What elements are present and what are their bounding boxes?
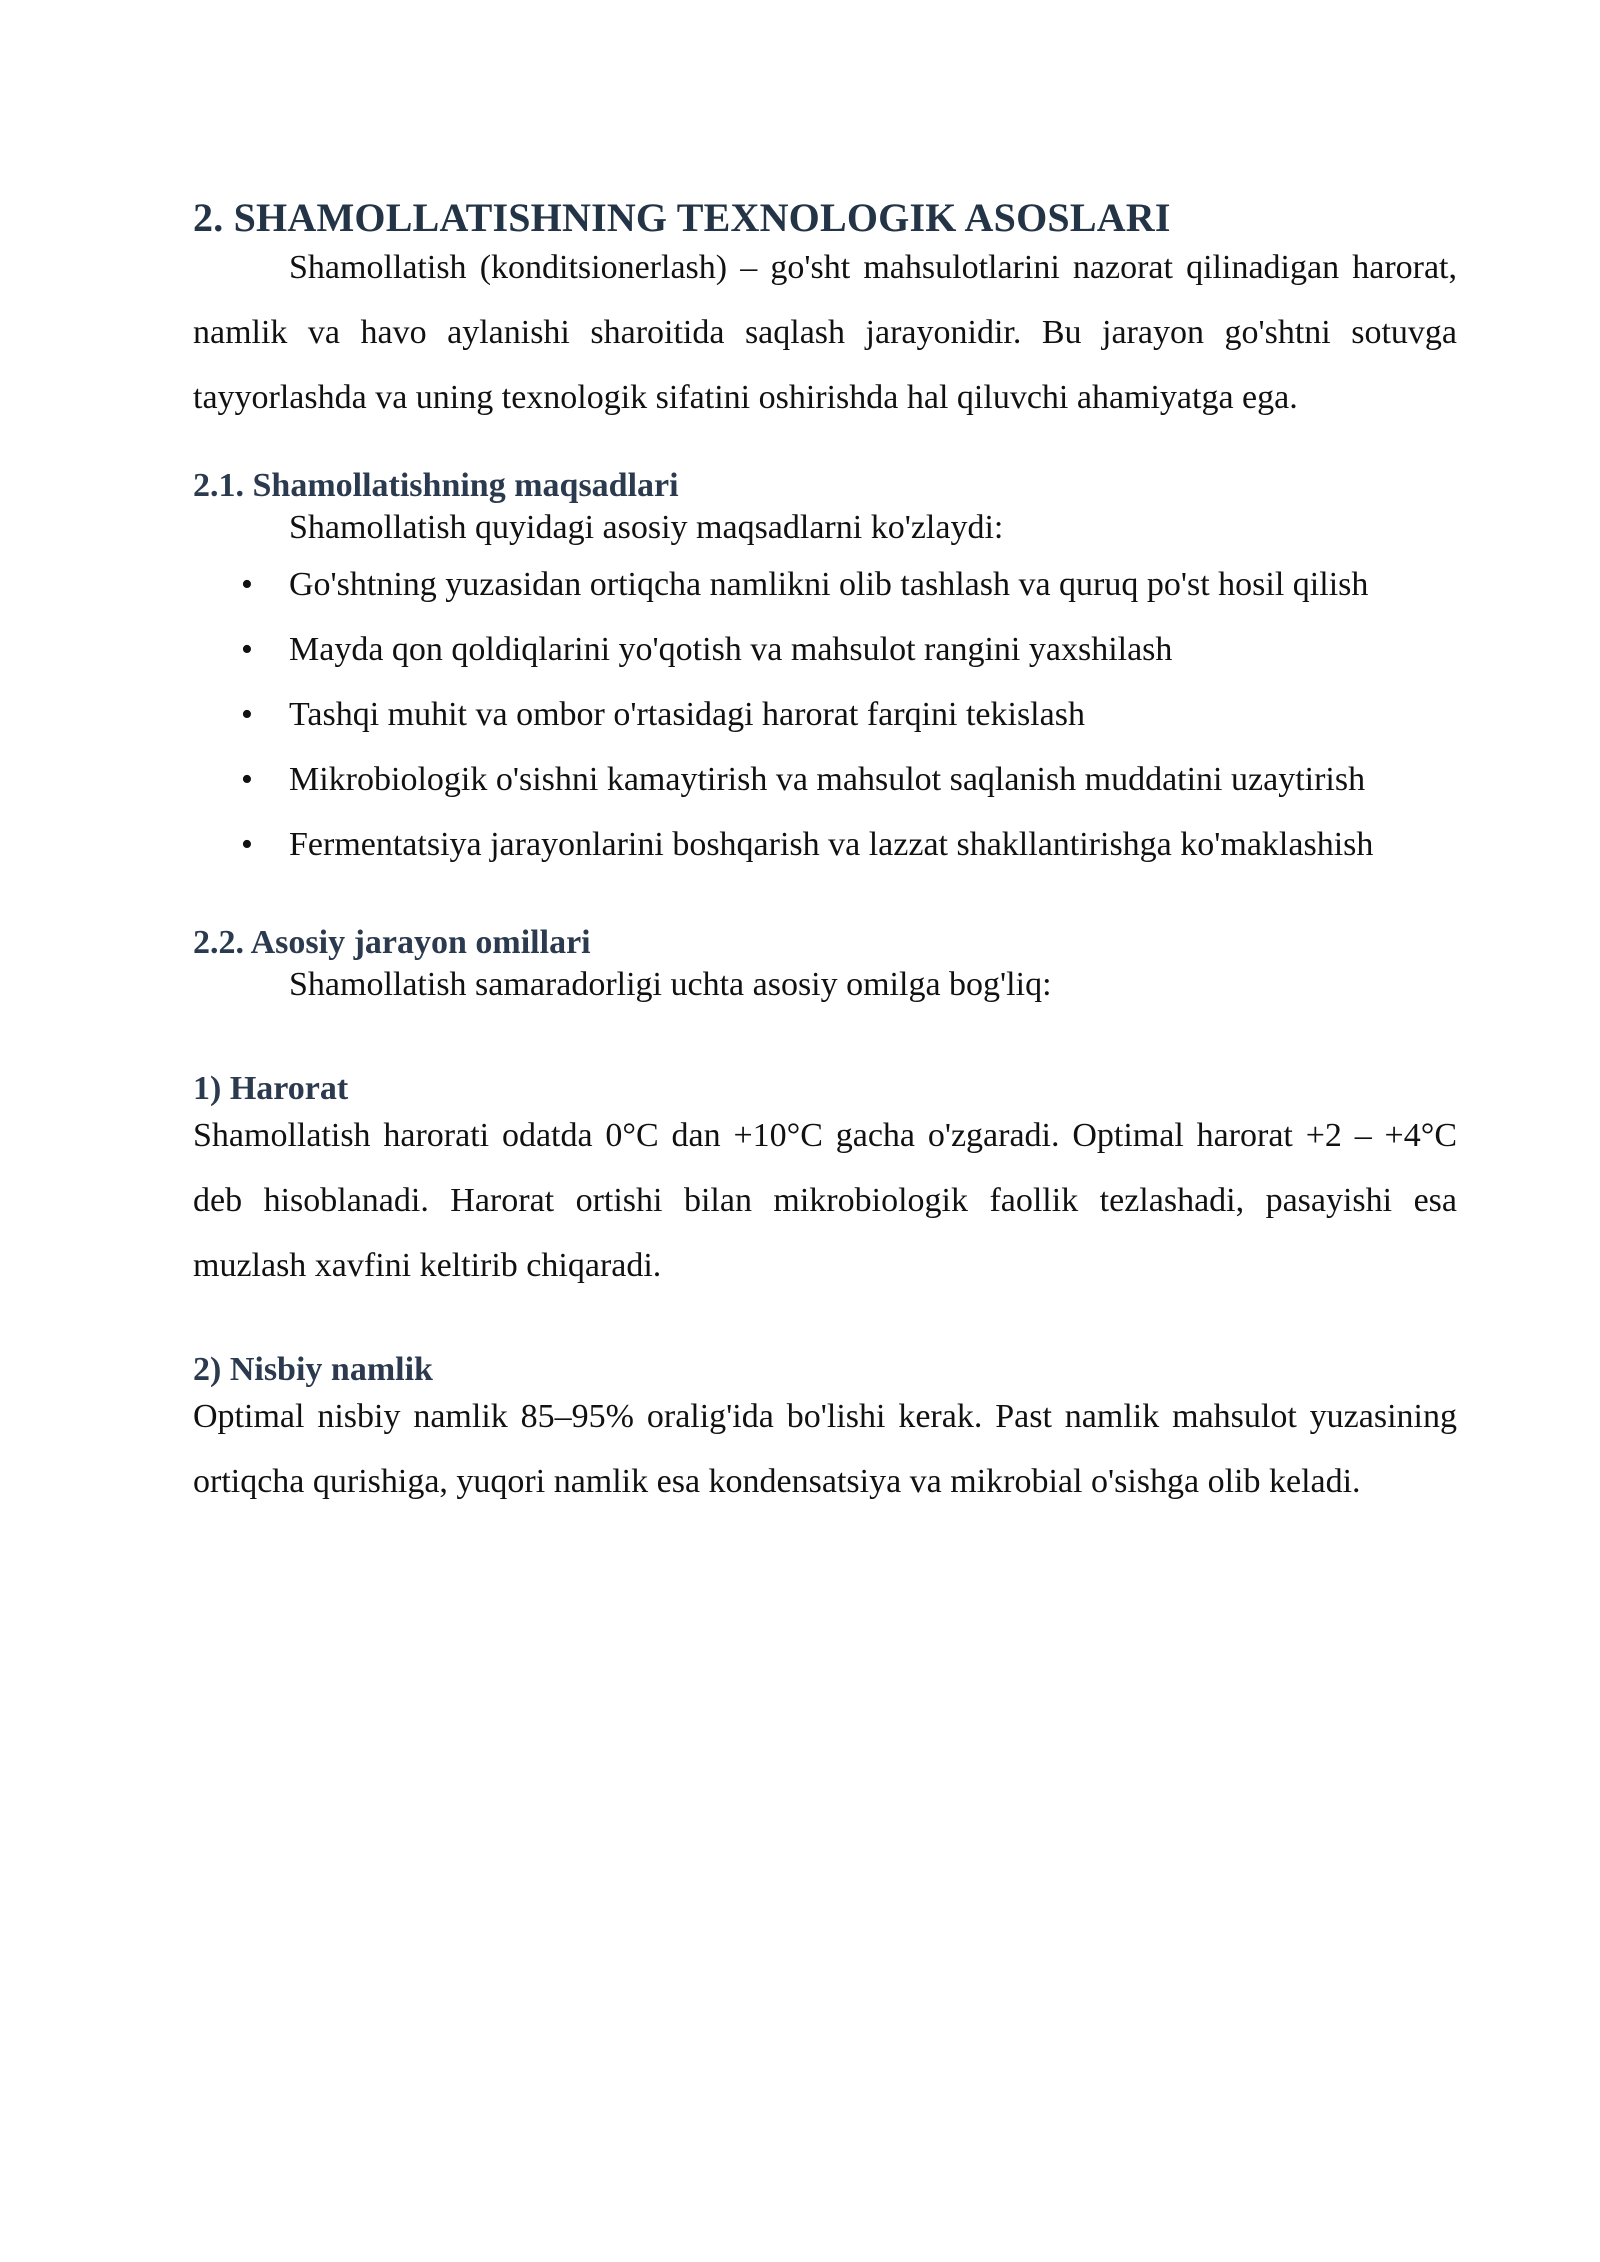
section-1-heading: 2.1. Shamollatishning maqsadlari bbox=[193, 467, 679, 504]
factor-2-text: Optimal nisbiy namlik 85–95% oralig'ida bo'lishi kerak. Past namlik mahsulot yuzasining ortiqcha qurishiga, yuqori namlik esa kondensatsiya va mikrobial o'sishga olib keladi. bbox=[193, 1398, 1457, 1500]
goals-list bbox=[193, 552, 1457, 877]
intro-paragraph: Shamollatish (konditsionerlash) – go'sht mahsulotlarini nazorat qilinadigan harorat, namlik va havo aylanishi sharoitida saqlash jarayonidir. Bu jarayon go'shtni sotuvga tayyorlashda va uning texnologik sifatini oshirishda hal qiluvchi ahamiyatga ega. bbox=[193, 249, 1457, 416]
factor-1-heading: 1) Harorat bbox=[193, 1070, 349, 1107]
list-item-text: Mikrobiologik o'sishni kamaytirish va mahsulot saqlanish muddatini uzaytirish bbox=[289, 761, 1366, 798]
document-page bbox=[193, 195, 1457, 1514]
section-2-heading: 2.2. Asosiy jarayon omillari bbox=[193, 924, 591, 961]
page-title: 2. SHAMOLLATISHNING TEXNOLOGIK ASOSLARI bbox=[193, 195, 1171, 240]
list-item bbox=[193, 812, 1457, 877]
section-2-lead: Shamollatish samaradorligi uchta asosiy omilga bog'liq: bbox=[289, 966, 1052, 1003]
list-item-text: Fermentatsiya jarayonlarini boshqarish va lazzat shakllantirishga ko'maklashish bbox=[289, 826, 1374, 863]
list-item bbox=[193, 552, 1457, 617]
factor-1-text: Shamollatish harorati odatda 0°C dan +10°C gacha o'zgaradi. Optimal harorat +2 – +4°C deb hisoblanadi. Harorat ortishi bilan mikrobiologik faollik tezlashadi, pasayishi esa muzlash xavfini keltirib chiqaradi. bbox=[193, 1117, 1457, 1284]
factor-2-heading: 2) Nisbiy namlik bbox=[193, 1351, 433, 1388]
list-item-text: Go'shtning yuzasidan ortiqcha namlikni olib tashlash va quruq po'st hosil qilish bbox=[289, 566, 1369, 603]
list-item-text: Mayda qon qoldiqlarini yo'qotish va mahsulot rangini yaxshilash bbox=[289, 631, 1173, 668]
bullet-icon: • bbox=[241, 696, 253, 733]
bullet-icon: • bbox=[241, 566, 253, 603]
bullet-icon: • bbox=[241, 631, 253, 668]
bullet-icon: • bbox=[241, 761, 253, 798]
list-item bbox=[193, 682, 1457, 747]
section-1-lead: Shamollatish quyidagi asosiy maqsadlarni ko'zlaydi: bbox=[289, 509, 1004, 546]
list-item bbox=[193, 747, 1457, 812]
list-item-text: Tashqi muhit va ombor o'rtasidagi harorat farqini tekislash bbox=[289, 696, 1085, 733]
bullet-icon: • bbox=[241, 826, 253, 863]
list-item bbox=[193, 617, 1457, 682]
